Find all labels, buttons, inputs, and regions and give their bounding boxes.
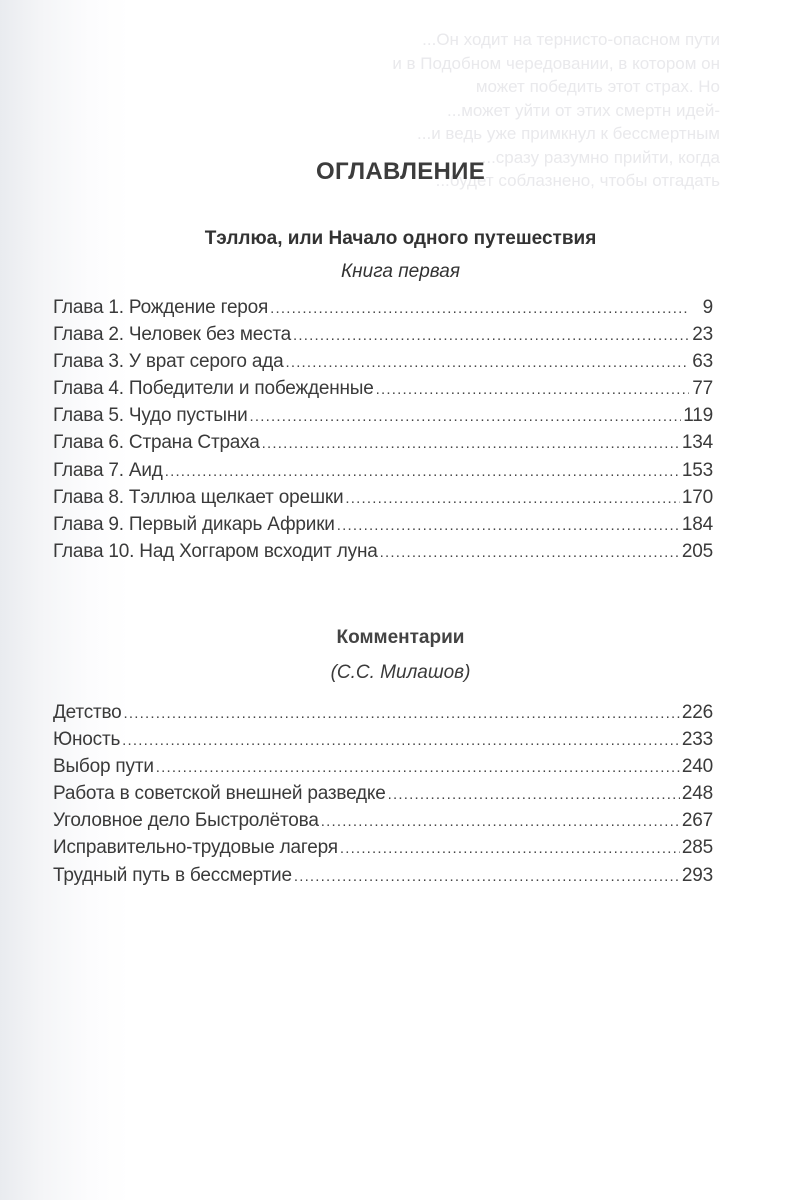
toc-entry — [53, 702, 713, 729]
entry-page: 226 — [681, 702, 713, 723]
toc-entry — [53, 756, 713, 783]
entry-page: 170 — [681, 486, 713, 508]
dot-leader — [285, 354, 689, 371]
toc-entry — [53, 837, 713, 864]
dot-leader — [337, 517, 680, 534]
entry-label: Глава 5. Чудо пустыни — [53, 405, 248, 427]
toc-entry — [53, 541, 713, 568]
toc-entry — [53, 324, 713, 351]
entry-page: 119 — [683, 405, 713, 427]
dot-leader — [165, 463, 680, 480]
bleed-line: ...будет соблазнено, чтобы отгадать — [435, 171, 720, 190]
entry-label: Детство — [53, 702, 122, 723]
entry-label: Работа в советской внешней разведке — [53, 783, 386, 805]
toc-entry — [53, 460, 713, 487]
entry-page: 205 — [681, 540, 713, 562]
entry-label: Выбор пути — [53, 756, 154, 778]
entry-label: Глава 10. Над Хоггаром всходит луна — [53, 540, 378, 562]
bleed-line: и в Подобном чередовании, в котором он — [392, 53, 720, 73]
toc-entry — [53, 405, 713, 432]
dot-leader — [122, 732, 680, 749]
toc-entry — [53, 297, 713, 324]
entry-page: 293 — [681, 864, 713, 886]
entry-page: 77 — [692, 378, 713, 400]
entry-page: 9 — [702, 297, 713, 318]
toc-entry — [53, 810, 713, 837]
dot-leader — [250, 408, 682, 425]
toc-entry — [53, 865, 713, 892]
book-chapter-list — [53, 297, 713, 568]
book-title: Тэллюа, или Начало одного путешествия — [204, 228, 597, 249]
dot-leader — [270, 300, 689, 317]
book-subtitle: Книга первая — [340, 261, 461, 282]
entry-page: 23 — [692, 324, 713, 346]
entry-label: Исправительно-трудовые лагеря — [53, 837, 338, 859]
entry-page: 267 — [681, 810, 713, 832]
dot-leader — [345, 490, 679, 507]
toc-entry — [53, 487, 713, 514]
dot-leader — [262, 435, 680, 452]
bleed-line: ...Он ходит на тернисто-опасном пути — [422, 30, 720, 49]
toc-entry — [53, 351, 713, 378]
entry-label: Глава 4. Победители и побежденные — [53, 378, 374, 400]
entry-page: 285 — [681, 837, 713, 859]
entry-label: Уголовное дело Быстролётова — [53, 810, 319, 832]
entry-label: Глава 8. Тэллюа щелкает орешки — [53, 486, 344, 508]
dot-leader — [124, 705, 680, 722]
dot-leader — [293, 327, 689, 344]
entry-label: Глава 2. Человек без места — [53, 324, 292, 346]
dot-leader — [340, 840, 680, 857]
entry-page: 134 — [681, 432, 713, 454]
bleed-line: ...может уйти от этих смертн идей- — [447, 100, 720, 120]
entry-label: Глава 1. Рождение героя — [53, 297, 269, 318]
bleed-line: может победить этот страх. Но — [475, 77, 720, 96]
toc-entry — [53, 783, 713, 810]
dot-leader — [380, 544, 680, 561]
commentary-title: Комментарии — [336, 627, 465, 648]
entry-label: Глава 9. Первый дикарь Африки — [53, 513, 335, 535]
entry-page: 63 — [692, 351, 713, 373]
dot-leader — [376, 381, 689, 398]
entry-label: Юность — [53, 729, 121, 751]
entry-label: Глава 6. Страна Страха — [53, 432, 260, 454]
entry-page: 153 — [681, 459, 713, 481]
toc-entry — [53, 432, 713, 459]
entry-page: 233 — [681, 729, 713, 751]
entry-page: 248 — [681, 783, 713, 805]
dot-leader — [388, 786, 680, 803]
dot-leader — [294, 868, 680, 885]
toc-entry — [53, 729, 713, 756]
bleed-line: ...сразу разумно прийти, когда — [481, 147, 720, 167]
commentary-author: (С.С. Милашов) — [330, 662, 471, 683]
commentary-list — [53, 702, 713, 892]
toc-entry — [53, 514, 713, 541]
entry-page: 240 — [681, 756, 713, 778]
entry-page: 184 — [681, 513, 713, 535]
dot-leader — [156, 759, 680, 776]
bleed-line: ...и ведь уже примкнул к бессмертным — [417, 124, 720, 143]
dot-leader — [321, 813, 680, 830]
entry-label: Трудный путь в бессмертие — [53, 864, 292, 886]
toc-entry — [53, 378, 713, 405]
entry-label: Глава 7. Аид — [53, 459, 163, 481]
entry-label: Глава 3. У врат серого ада — [53, 351, 284, 373]
page-title: ОГЛАВЛЕНИЕ — [315, 158, 486, 185]
